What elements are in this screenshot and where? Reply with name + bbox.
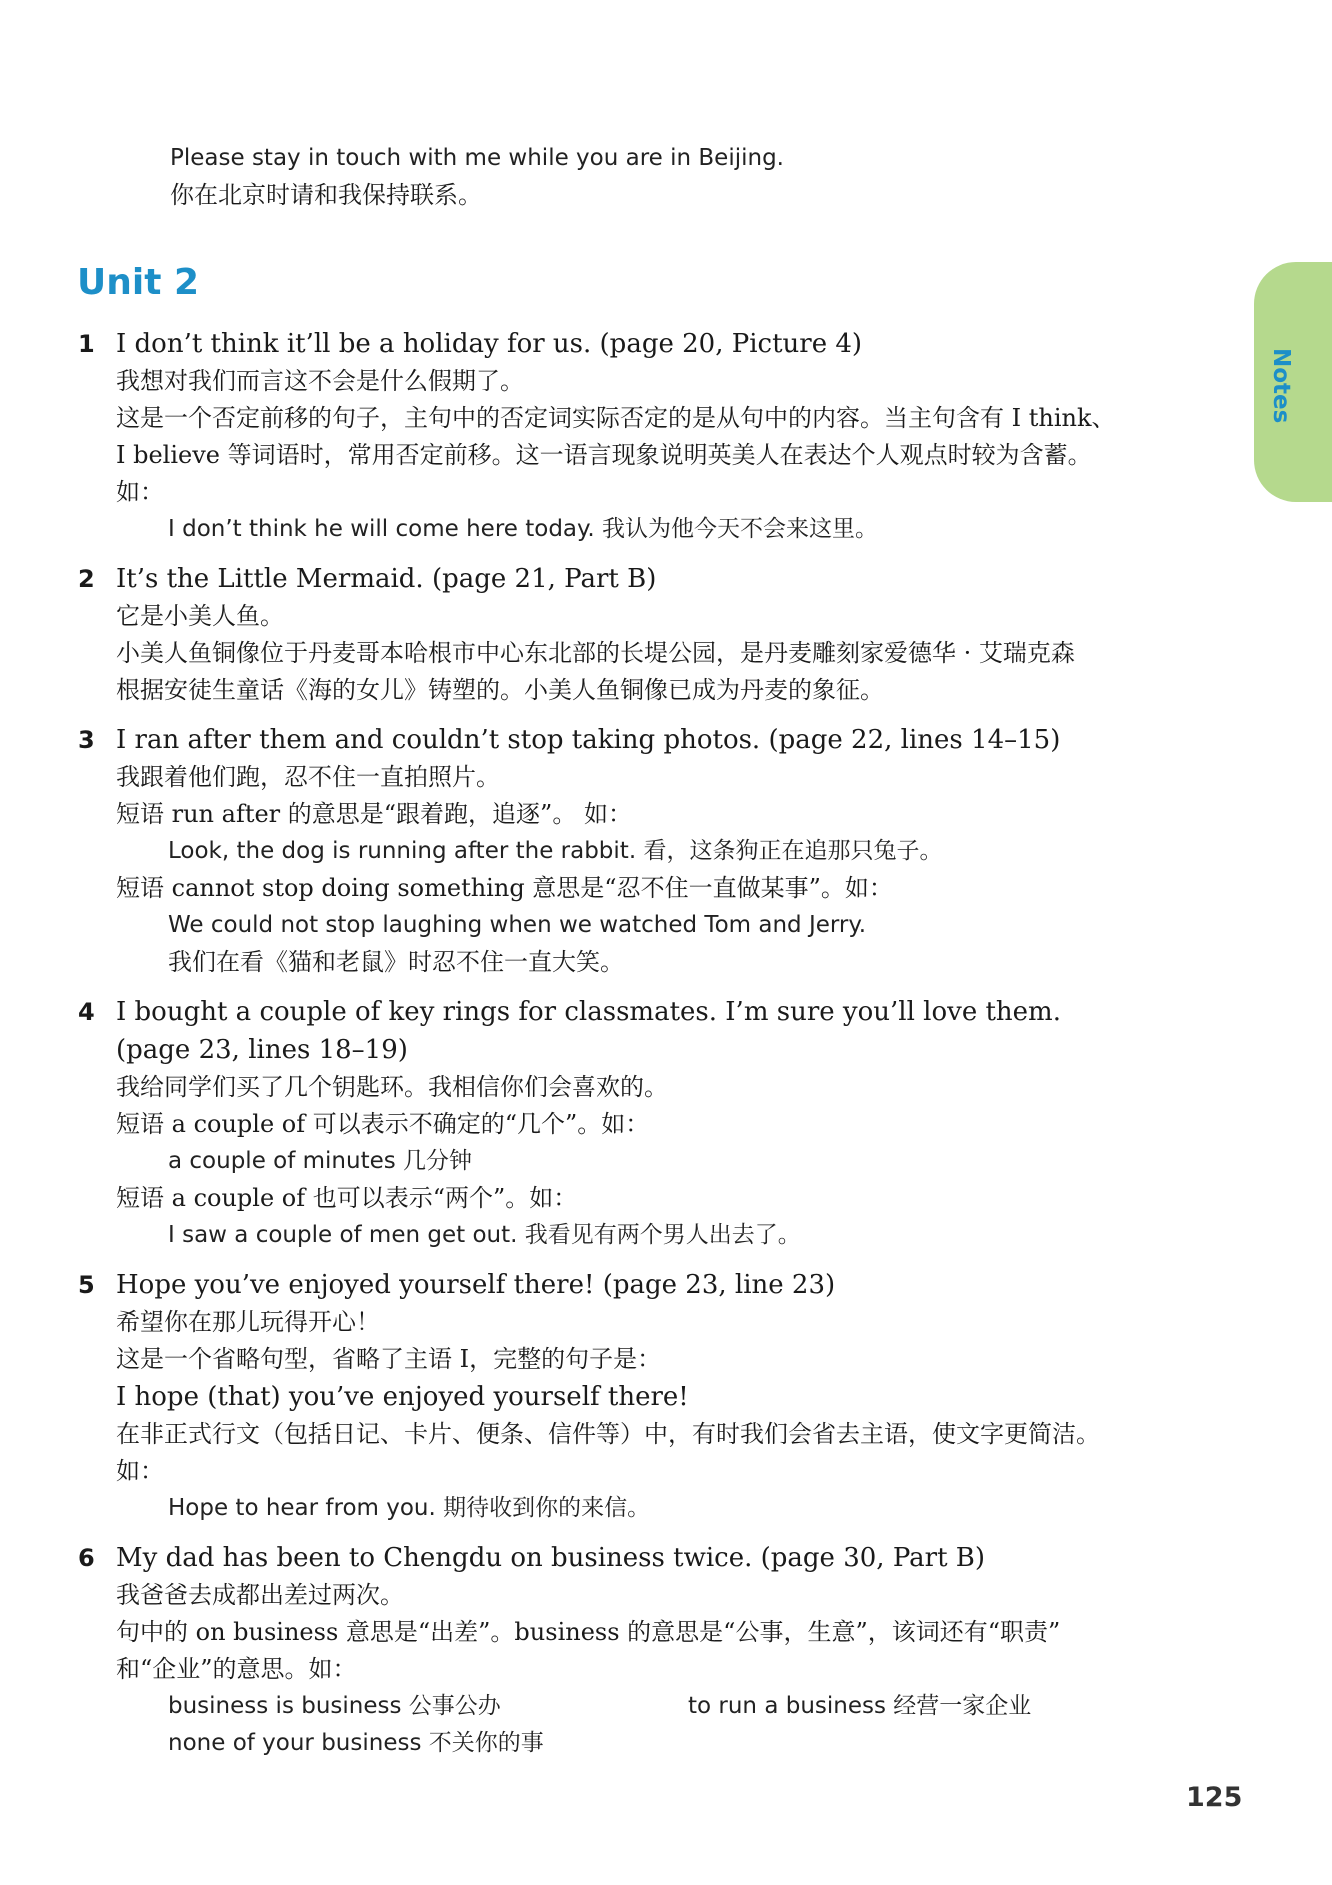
note-example: to run a business 经营一家企业 xyxy=(688,1693,1032,1719)
notes-side-tab xyxy=(1254,262,1332,502)
note-explanation: 短语 a couple of 可以表示不确定的“几个”。如： xyxy=(116,1110,650,1138)
note-translation: 我给同学们买了几个钥匙环。我相信你们会喜欢的。 xyxy=(116,1073,668,1101)
example-sentence: Please stay in touch with me while you are in Beijing. xyxy=(170,145,784,171)
note-explanation: 短语 run after 的意思是“跟着跑，追逐”。 如： xyxy=(116,800,632,828)
note-example: business is business 公事公办 xyxy=(168,1693,501,1719)
notes-tab-label: Notes xyxy=(1268,348,1294,424)
note-explanation: 短语 a couple of 也可以表示“两个”。如： xyxy=(116,1184,578,1212)
note-sentence: It’s the Little Mermaid. (page 21, Part B) xyxy=(116,564,657,594)
note-sentence: I ran after them and couldn’t stop taking photos. (page 22, lines 14–15) xyxy=(116,725,1061,755)
note-number: 6 xyxy=(78,1544,95,1572)
note-full-sentence: I hope (that) you’ve enjoyed yourself there! xyxy=(116,1382,689,1412)
note-example-intro: 如： xyxy=(116,1457,164,1485)
note-explanation: 这是一个省略句型，省略了主语 I，完整的句子是： xyxy=(116,1345,662,1373)
note-example: We could not stop laughing when we watched Tom and Jerry. xyxy=(168,912,867,938)
note-number: 5 xyxy=(78,1271,95,1299)
note-translation: 我跟着他们跑，忍不住一直拍照片。 xyxy=(116,763,500,791)
note-item-2 xyxy=(76,560,1256,709)
note-explanation: 短语 cannot stop doing something 意思是“忍不住一直做某事”。如： xyxy=(116,874,893,902)
note-example-intro: 如： xyxy=(116,478,164,506)
note-item-3 xyxy=(76,721,1256,981)
top-example xyxy=(170,140,784,214)
note-sentence: I bought a couple of key rings for classmates. I’m sure you’ll love them. xyxy=(116,997,1061,1027)
note-number: 4 xyxy=(78,998,95,1026)
note-sentence-reference: (page 23, lines 18–19) xyxy=(116,1035,408,1065)
note-explanation: 在非正式行文（包括日记、卡片、便条、信件等）中，有时我们会省去主语，使文字更简洁。 xyxy=(116,1420,1100,1448)
note-number: 1 xyxy=(78,330,95,358)
note-item-6 xyxy=(76,1539,1256,1762)
note-item-1 xyxy=(76,325,1256,548)
note-sentence: My dad has been to Chengdu on business twice. (page 30, Part B) xyxy=(116,1543,986,1573)
note-item-5 xyxy=(76,1266,1256,1527)
note-number: 2 xyxy=(78,565,95,593)
note-example: Look, the dog is running after the rabbit. 看，这条狗正在追那只兔子。 xyxy=(168,838,943,864)
example-translation: 你在北京时请和我保持联系。 xyxy=(170,181,482,209)
note-sentence: I don’t think it’ll be a holiday for us. (page 20, Picture 4) xyxy=(116,329,863,359)
note-item-4 xyxy=(76,993,1256,1254)
note-translation: 它是小美人鱼。 xyxy=(116,602,284,630)
note-explanation: I believe 等词语时，常用否定前移。这一语言现象说明英美人在表达个人观点时较为含蓄。 xyxy=(116,441,1092,469)
note-number: 3 xyxy=(78,726,95,754)
note-explanation: 和“企业”的意思。如： xyxy=(116,1655,357,1683)
notes-list xyxy=(76,325,1256,1774)
page-number: 125 xyxy=(1186,1782,1243,1813)
note-explanation: 根据安徒生童话《海的女儿》铸塑的。小美人鱼铜像已成为丹麦的象征。 xyxy=(116,676,884,704)
note-example: a couple of minutes 几分钟 xyxy=(168,1148,473,1174)
note-example-row xyxy=(116,1688,1256,1725)
note-explanation: 小美人鱼铜像位于丹麦哥本哈根市中心东北部的长堤公园，是丹麦雕刻家爱德华 · 艾瑞克森 xyxy=(116,639,1075,667)
note-example: I don’t think he will come here today. 我认为他今天不会来这里。 xyxy=(168,516,878,542)
note-translation: 希望你在那儿玩得开心！ xyxy=(116,1308,380,1336)
note-example: none of your business 不关你的事 xyxy=(168,1730,544,1756)
note-example: I saw a couple of men get out. 我看见有两个男人出去了。 xyxy=(168,1222,801,1248)
note-sentence: Hope you’ve enjoyed yourself there! (page 23, line 23) xyxy=(116,1270,836,1300)
note-explanation: 这是一个否定前移的句子，主句中的否定词实际否定的是从句中的内容。当主句含有 I think、 xyxy=(116,404,1116,432)
note-example-translation: 我们在看《猫和老鼠》时忍不住一直大笑。 xyxy=(168,948,624,976)
unit-title: Unit 2 xyxy=(77,262,199,303)
note-translation: 我想对我们而言这不会是什么假期了。 xyxy=(116,367,524,395)
note-example: Hope to hear from you. 期待收到你的来信。 xyxy=(168,1495,651,1521)
note-translation: 我爸爸去成都出差过两次。 xyxy=(116,1581,404,1609)
note-explanation: 句中的 on business 意思是“出差”。business 的意思是“公事，生意”，该词还有“职责” xyxy=(116,1618,1061,1646)
